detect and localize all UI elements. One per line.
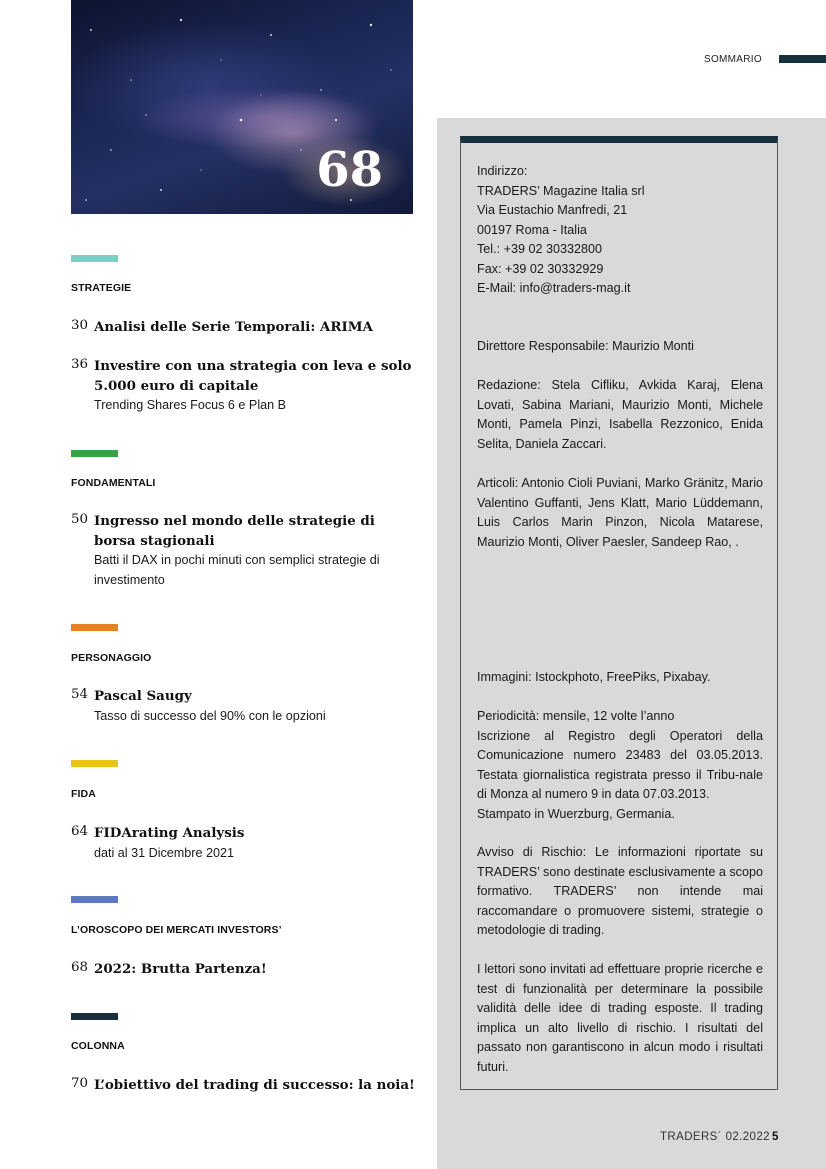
article-title: 2022: Brutta Partenza!: [94, 961, 267, 977]
issue-number: 68: [316, 142, 383, 198]
article-title: L’obiettivo del trading di successo: la noia!: [94, 1077, 415, 1093]
address-line: Via Eustachio Manfredi, 21: [477, 203, 628, 217]
article-title: Analisi delle Serie Temporali: ARIMA: [94, 319, 373, 335]
toc-section-fida: [71, 760, 416, 767]
address-line: 00197 Roma - Italia: [477, 222, 587, 237]
address-line: Tel.: +39 02 30332800: [477, 242, 602, 256]
section-color-bar: [71, 450, 118, 457]
toc-section-fondamentali: [71, 450, 416, 457]
section-color-bar: [71, 255, 118, 262]
colophon-periodicity: [477, 707, 763, 824]
colophon-risk: Avviso di Rischio: Le informazioni riportate su TRADERS’ sono destinate esclusivamente a scopo formativo. TRADERS’ non intende mai raccomandare o promuovere sistemi, strategie o metodologie di trading.: [477, 845, 763, 937]
colophon-director: Direttore Responsabile: Maurizio Monti: [477, 339, 694, 353]
registration-line: Iscrizione al Registro degli Operatori della Comunicazione numero 23483 del 03.05.2013. Testata giornalistica registrata presso il Tribu-nale di Monza al numero 9 in data 07.03.2013.: [477, 728, 763, 801]
page-number: 70: [71, 1076, 89, 1091]
section-title: COLONNA: [71, 1040, 125, 1052]
cover-image-milky-way: [71, 0, 413, 214]
article-subtitle: Batti il DAX in pochi minuti con semplici strategie di investimento: [94, 553, 380, 587]
colophon-articles: Articoli: Antonio Cioli Puviani, Marko Gränitz, Mario Valentino Guffanti, Jens Klatt, Mario Lüddemann, Luis Carlos Marin Pinzon, Nicola Matarese, Maurizio Monti, Oliver Paesler, Sandeep Rao, .: [477, 476, 763, 549]
article-subtitle: Tasso di successo del 90% con le opzioni: [94, 709, 326, 723]
page-number: 36: [71, 357, 89, 372]
footer-issue-label: TRADERS´ 02.2022: [660, 1131, 770, 1143]
article-title: FIDArating Analysis: [94, 825, 245, 841]
section-title: L’OROSCOPO DEI MERCATI INVESTORS’: [71, 924, 282, 936]
colophon-disclaimer: I lettori sono invitati ad effettuare proprie ricerche e test di funzionalità per determinare la possibile validità delle idee di trading esposte. Il trading implica un alto livello di rischio. I risultati del passato non garantiscono in alcun modo i risultati futuri.: [477, 962, 763, 1074]
section-color-bar: [71, 896, 118, 903]
toc-section-oroscopo: [71, 896, 416, 903]
page-number: 50: [71, 512, 89, 527]
article-subtitle: Trending Shares Focus 6 e Plan B: [94, 398, 287, 412]
section-title: STRATEGIE: [71, 282, 132, 294]
page-number: 30: [71, 318, 89, 333]
section-title: FIDA: [71, 788, 96, 800]
article-subtitle: dati al 31 Dicembre 2021: [94, 846, 235, 860]
section-title: FONDAMENTALI: [71, 477, 156, 489]
colophon-images: Immagini: Istockphoto, FreePiks, Pixabay.: [477, 670, 711, 684]
page-number: 54: [71, 687, 89, 702]
section-color-bar: [71, 760, 118, 767]
section-header-label: SOMMARIO: [704, 54, 762, 65]
toc-section-personaggio: [71, 624, 416, 631]
toc-section-strategie: [71, 255, 416, 262]
colophon-address: [477, 162, 763, 299]
footer-page-number: 5: [772, 1131, 779, 1143]
section-title: PERSONAGGIO: [71, 652, 152, 664]
section-header-bar: [779, 55, 826, 63]
periodicity-line: Periodicità: mensile, 12 volte l’anno: [477, 709, 675, 723]
page-number: 68: [71, 960, 89, 975]
address-line: TRADERS’ Magazine Italia srl: [477, 183, 645, 198]
colophon-editorial: Redazione: Stela Cifliku, Avkida Karaj, Elena Lovati, Sabina Mariani, Maurizio Monti, Michele Monti, Pamela Pinzi, Isabella Rezzonico, Enida Selita, Daniela Zaccari.: [477, 378, 763, 451]
address-line: E-Mail: info@traders-mag.it: [477, 281, 631, 295]
address-line: Indirizzo:: [477, 164, 528, 178]
section-color-bar: [71, 624, 118, 631]
article-title: Investire con una strategia con leva e solo 5.000 euro di capitale: [94, 358, 412, 394]
article-title: Pascal Saugy: [94, 688, 192, 704]
toc-section-colonna: [71, 1013, 416, 1020]
printing-line: Stampato in Wuerzburg, Germania.: [477, 806, 675, 821]
article-title: Ingresso nel mondo delle strategie di borsa stagionali: [94, 513, 375, 549]
section-color-bar: [71, 1013, 118, 1020]
address-line: Fax: +39 02 30332929: [477, 261, 604, 276]
page-number: 64: [71, 824, 89, 839]
